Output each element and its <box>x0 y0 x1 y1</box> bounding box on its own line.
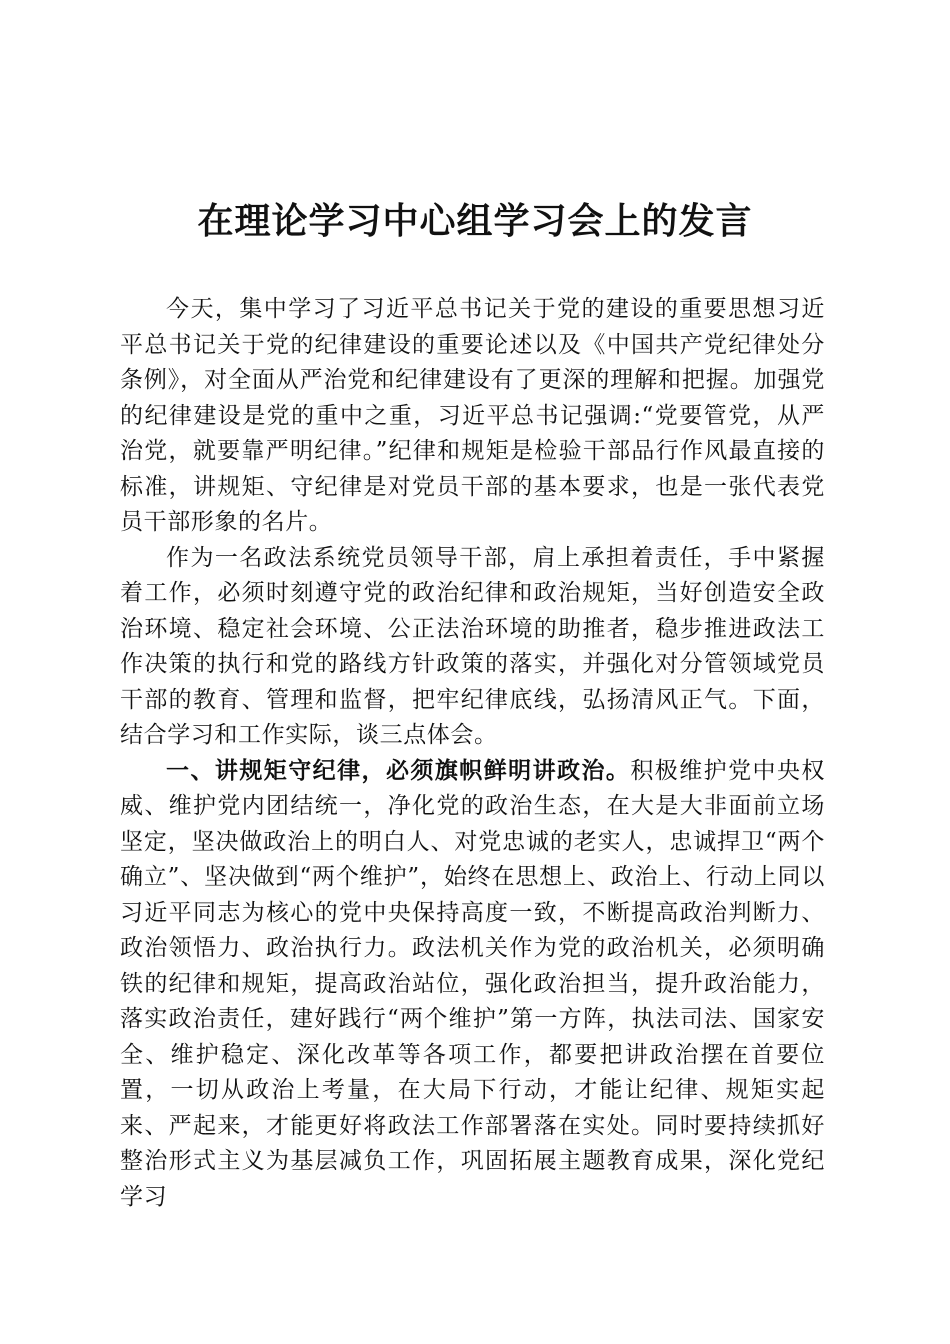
document-title: 在理论学习中心组学习会上的发言 <box>197 200 753 242</box>
paragraph-3-text: 积极维护党中央权威、维护党内团结统一，净化党的政治生态，在大是大非面前立场坚定，坚决做政治上的明白人、对党忠诚的老实人，忠诚捍卫“两个确立”、坚决做到“两个维护”，始终在思想上、政治上、行动上同以习近平同志为核心的党中央保持高度一致，不断提高政治判断力、政治领悟力、政治执行力。政法机关作为党的政治机关，必须明确铁的纪律和规矩，提高政治站位，强化政治担当，提升政治能力，落实政治责任，建好践行“两个维护”第一方阵，执法司法、国家安全、维护稳定、深化改革等各项工作，都要把讲政治摆在首要位置，一切从政治上考量，在大局下行动，才能让纪律、规矩实起来、严起来，才能更好将政法工作部署落在实处。同时要持续抓好整治形式主义为基层减负工作，巩固拓展主题教育成果，深化党纪学习 <box>120 757 825 1210</box>
paragraph-1 <box>120 292 825 541</box>
section-heading-1: 一、讲规矩守纪律，必须旗帜鲜明讲政治。 <box>166 757 631 784</box>
paragraph-3 <box>120 754 825 1216</box>
paragraph-2-text: 作为一名政法系统党员领导干部，肩上承担着责任，手中紧握着工作，必须时刻遵守党的政治纪律和政治规矩，当好创造安全政治环境、稳定社会环境、公正法治环境的助推者，稳步推进政法工作决策的执行和党的路线方针政策的落实，并强化对分管领域党员干部的教育、管理和监督，把牢纪律底线，弘扬清风正气。下面，结合学习和工作实际，谈三点体会。 <box>120 544 825 748</box>
paragraph-2 <box>120 541 825 754</box>
document-body <box>120 292 825 1215</box>
paragraph-1-text: 今天，集中学习了习近平总书记关于党的建设的重要思想习近平总书记关于党的纪律建设的重要论述以及《中国共产党纪律处分条例》，对全面从严治党和纪律建设有了更深的理解和把握。加强党的纪律建设是党的重中之重，习近平总书记强调:“党要管党，从严治党，就要靠严明纪律。”纪律和规矩是检验干部品行作风最直接的标准，讲规矩、守纪律是对党员干部的基本要求，也是一张代表党员干部形象的名片。 <box>120 296 825 535</box>
